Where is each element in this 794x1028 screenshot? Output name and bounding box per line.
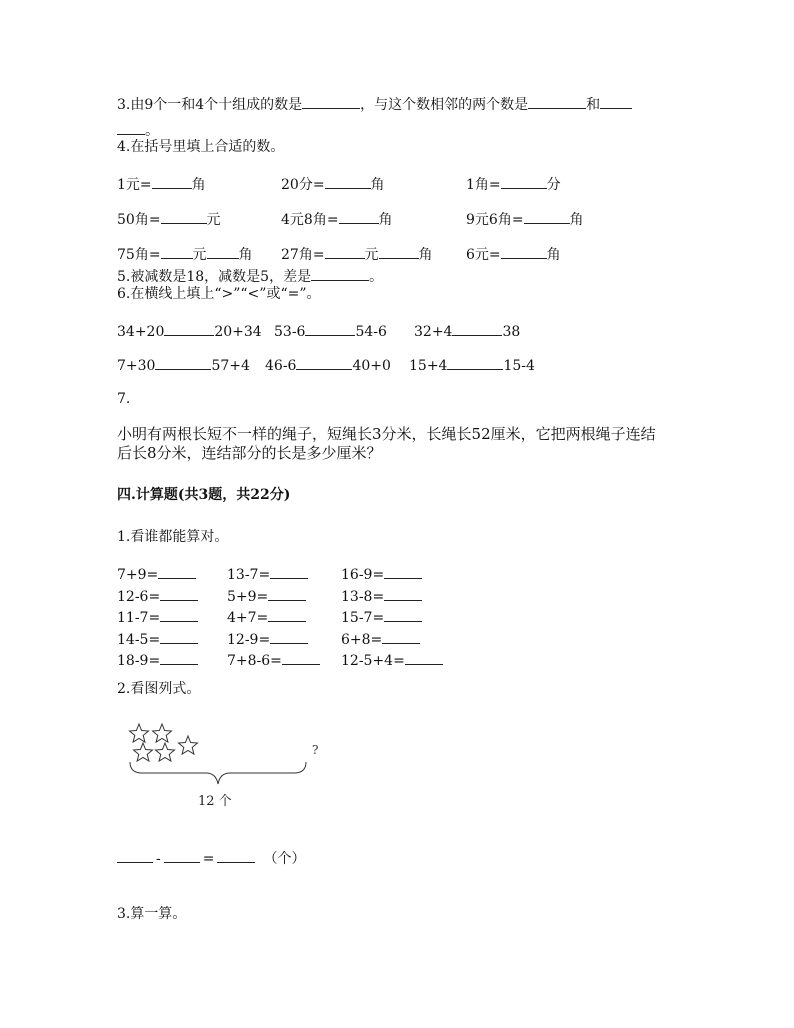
- q4-mid: 元: [192, 247, 207, 263]
- subtrahend-blank[interactable]: [164, 848, 200, 863]
- section-heading: 四.计算题(共3题，共22分): [117, 487, 291, 503]
- q6-blank[interactable]: [452, 321, 502, 336]
- calc1-item: [227, 629, 308, 649]
- calc1-item: [117, 586, 198, 606]
- star-icon: [134, 743, 153, 761]
- q3-blank-neighbor-2[interactable]: [600, 94, 632, 109]
- q5-text: 5.被减数是18，减数是5，差是: [117, 269, 312, 285]
- q6-title: 6.在横线上填上“>”“<”或“=”。: [117, 286, 321, 302]
- q6-blank[interactable]: [305, 321, 355, 336]
- q4-pre: 1角=: [466, 177, 501, 193]
- q4-post: 角: [418, 247, 433, 263]
- q6-blank[interactable]: [164, 321, 214, 336]
- q6-item: [265, 355, 391, 375]
- calc2-title: 2.看图列式。: [117, 681, 201, 697]
- q4-blank[interactable]: [501, 244, 547, 259]
- star-icon: [156, 743, 175, 761]
- q6-left: 32+4: [414, 324, 453, 340]
- calc1-item: [341, 629, 420, 649]
- calc1-item: [341, 607, 422, 627]
- star-icon: [153, 724, 172, 742]
- unit-label: （个）: [263, 851, 306, 867]
- calc1-item: [227, 564, 308, 584]
- calc1-expression: 15-7=: [341, 610, 385, 626]
- calc1-item: [227, 607, 306, 627]
- q7-number: 7.: [117, 391, 131, 407]
- q6-right: 38: [502, 324, 521, 340]
- calc1-answer-blank[interactable]: [384, 607, 422, 622]
- calc1-item: [227, 650, 320, 670]
- q3-text-a: 3.由9个一和4个十组成的数是: [117, 97, 303, 113]
- q6-right: 20+34: [214, 324, 262, 340]
- question-mark: ?: [312, 743, 319, 757]
- q4-item: [281, 209, 393, 229]
- calc1-answer-blank[interactable]: [158, 564, 196, 579]
- calc1-item: [341, 650, 443, 670]
- calc1-answer-blank[interactable]: [270, 564, 308, 579]
- total-label: 12 个: [198, 794, 232, 809]
- q4-item: [281, 244, 433, 264]
- brace: [130, 762, 306, 784]
- q4-blank[interactable]: [379, 244, 419, 259]
- calc1-item: [117, 629, 198, 649]
- calc1-answer-blank[interactable]: [268, 607, 306, 622]
- q6-item: [414, 321, 520, 341]
- calc1-title: 1.看谁都能算对。: [117, 529, 229, 545]
- calc1-item: [117, 650, 198, 670]
- q3-text-c: 和: [586, 97, 601, 113]
- calc1-answer-blank[interactable]: [160, 586, 198, 601]
- calc1-expression: 14-5=: [117, 631, 161, 648]
- q4-pre: 20分=: [281, 177, 325, 193]
- q4-blank[interactable]: [325, 174, 371, 189]
- q4-pre: 6元=: [466, 247, 501, 263]
- calc1-expression: 12-6=: [117, 588, 161, 605]
- q4-blank[interactable]: [152, 174, 192, 189]
- q4-blank[interactable]: [161, 244, 193, 259]
- q4-blank[interactable]: [339, 209, 379, 224]
- q5-end: 。: [369, 269, 384, 285]
- q6-left: 15+4: [409, 358, 448, 374]
- q4-item: [466, 209, 584, 229]
- q4-pre: 4元8角=: [281, 212, 339, 228]
- q6-left: 7+30: [117, 358, 156, 374]
- calc1-expression: 7+9=: [117, 567, 159, 583]
- q4-pre: 9元6角=: [466, 212, 524, 228]
- calc1-answer-blank[interactable]: [160, 629, 198, 644]
- calc1-item: [227, 586, 306, 606]
- star-figure: [120, 718, 330, 818]
- q4-blank[interactable]: [325, 244, 365, 259]
- q4-blank[interactable]: [207, 244, 239, 259]
- answer-blank[interactable]: [217, 848, 255, 863]
- q3-line1: [117, 94, 632, 114]
- q4-item: [117, 174, 206, 194]
- q3-end: 。: [145, 123, 159, 139]
- calc1-expression: 5+9=: [227, 588, 269, 605]
- q6-right: 57+4: [211, 358, 250, 374]
- q4-post: 角: [370, 177, 385, 193]
- q7-line2: 后长8分米，连结部分的长是多少厘米？: [117, 444, 382, 462]
- q4-post: 角: [569, 212, 584, 228]
- q4-item: [117, 244, 253, 264]
- q3-blank-number[interactable]: [302, 94, 360, 109]
- calc1-answer-blank[interactable]: [160, 650, 198, 665]
- calc1-answer-blank[interactable]: [268, 586, 306, 601]
- calc1-item: [341, 564, 422, 584]
- q6-left: 53-6: [274, 324, 306, 340]
- calc1-expression: 13-7=: [227, 567, 271, 583]
- calc1-answer-blank[interactable]: [384, 586, 422, 601]
- q3-line2: [117, 120, 159, 140]
- calc1-item: [341, 586, 422, 606]
- q4-post: 角: [238, 247, 253, 263]
- q6-item: [117, 321, 262, 341]
- calc1-expression: 6+8=: [341, 631, 383, 648]
- calc1-item: [117, 564, 196, 584]
- calc1-expression: 13-8=: [341, 588, 385, 605]
- calc3-title: 3.算一算。: [117, 906, 187, 922]
- calc1-answer-blank[interactable]: [384, 564, 422, 579]
- calc1-expression: 16-9=: [341, 567, 385, 583]
- q6-right: 15-4: [503, 358, 535, 374]
- calc1-expression: 4+7=: [227, 610, 269, 626]
- q7-line1: 小明有两根长短不一样的绳子，短绳长3分米，长绳长52厘米，它把两根绳子连结: [117, 425, 656, 443]
- q4-pre: 27角=: [281, 247, 325, 263]
- q4-pre: 1元=: [117, 177, 152, 193]
- q5: [117, 266, 383, 286]
- q4-post: 分: [546, 177, 561, 193]
- q4-item: [466, 174, 561, 194]
- star-icon: [130, 724, 149, 742]
- q4-blank[interactable]: [161, 209, 207, 224]
- q6-blank[interactable]: [296, 355, 352, 370]
- q4-post: 角: [546, 247, 561, 263]
- q4-pre: 50角=: [117, 212, 161, 228]
- q6-right: 54-6: [355, 324, 387, 340]
- minus-sign: -: [156, 851, 161, 867]
- q4-item: [117, 209, 221, 229]
- q4-title: 4.在括号里填上合适的数。: [117, 139, 285, 155]
- q4-blank[interactable]: [524, 209, 570, 224]
- q3-text-b: ，与这个数相邻的两个数是: [360, 97, 529, 113]
- q6-item: [274, 321, 387, 341]
- q4-blank[interactable]: [501, 174, 547, 189]
- calc1-expression: 12-9=: [227, 631, 271, 648]
- calc1-item: [117, 607, 198, 627]
- q4-post: 元: [206, 212, 221, 228]
- q4-mid: 元: [364, 247, 379, 263]
- calc2-equation: [117, 848, 305, 868]
- star-icon: [179, 736, 198, 754]
- q4-post: 角: [378, 212, 393, 228]
- calc1-answer-blank[interactable]: [405, 650, 443, 665]
- calc1-answer-blank[interactable]: [282, 650, 320, 665]
- q3-blank-neighbor-2-cont[interactable]: [117, 120, 145, 135]
- q4-post: 角: [191, 177, 206, 193]
- q4-item: [466, 244, 561, 264]
- minuend-blank[interactable]: [117, 848, 153, 863]
- calc1-expression: 18-9=: [117, 653, 161, 669]
- calc1-expression: 12-5+4=: [341, 653, 405, 669]
- q4-item: [281, 174, 385, 194]
- q6-left: 34+20: [117, 324, 165, 340]
- calc1-answer-blank[interactable]: [270, 629, 308, 644]
- q6-item: [117, 355, 250, 375]
- equals-sign: =: [202, 851, 215, 867]
- calc1-expression: 7+8-6=: [227, 653, 282, 669]
- q4-pre: 75角=: [117, 247, 161, 263]
- q3-blank-neighbor-1[interactable]: [528, 94, 586, 109]
- calc1-expression: 11-7=: [117, 610, 161, 626]
- q6-blank[interactable]: [155, 355, 211, 370]
- q6-right: 40+0: [352, 358, 391, 374]
- q6-left: 46-6: [265, 358, 297, 374]
- calc1-answer-blank[interactable]: [160, 607, 198, 622]
- calc1-answer-blank[interactable]: [382, 629, 420, 644]
- q5-blank[interactable]: [311, 266, 369, 281]
- q6-item: [409, 355, 535, 375]
- q6-blank[interactable]: [447, 355, 503, 370]
